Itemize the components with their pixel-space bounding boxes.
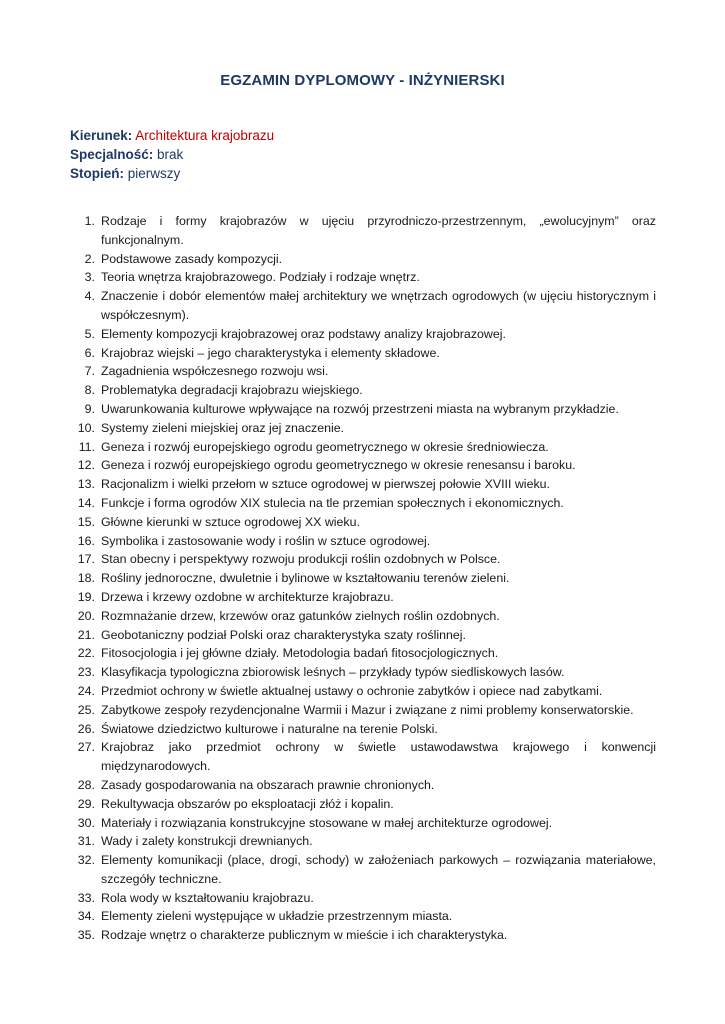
question-text: Przedmiot ochrony w świetle aktualnej ustawy o ochronie zabytków i opiece nad zabytkami.	[101, 683, 603, 698]
question-item	[70, 588, 656, 607]
question-number: 26.	[77, 721, 95, 736]
question-text: Rekultywacja obszarów po eksploatacji złóż i kopalin.	[101, 796, 394, 811]
kierunek-row	[70, 126, 274, 145]
stopien-label: Stopień:	[70, 166, 124, 181]
question-item	[70, 532, 656, 551]
question-text: Elementy kompozycji krajobrazowej oraz podstawy analizy krajobrazowej.	[101, 326, 506, 341]
question-text: Krajobraz wiejski – jego charakterystyka i elementy składowe.	[101, 345, 440, 360]
question-text: Rodzaje wnętrz o charakterze publicznym w mieście i ich charakterystyka.	[101, 928, 508, 943]
question-item	[70, 513, 656, 532]
exam-metadata	[70, 126, 274, 183]
question-text: Problematyka degradacji krajobrazu wiejskiego.	[101, 383, 363, 398]
question-item	[70, 268, 656, 287]
question-item	[70, 607, 656, 626]
question-number: 12.	[77, 458, 95, 473]
question-text: Wady i zalety konstrukcji drewnianych.	[101, 834, 313, 849]
question-number: 6.	[84, 345, 95, 360]
question-text: Krajobraz jako przedmiot ochrony w świetle ustawodawstwa krajowego i konwencji międzynarodowych.	[101, 740, 656, 774]
question-text: Drzewa i krzewy ozdobne w architekturze krajobrazu.	[101, 589, 394, 604]
question-number: 16.	[77, 533, 95, 548]
question-number: 7.	[84, 364, 95, 379]
question-number: 34.	[77, 909, 95, 924]
question-number: 18.	[77, 571, 95, 586]
question-text: Światowe dziedzictwo kulturowe i naturalne na terenie Polski.	[101, 721, 438, 736]
question-item	[70, 663, 656, 682]
question-number: 28.	[77, 777, 95, 792]
question-item	[70, 795, 656, 814]
question-number: 25.	[77, 702, 95, 717]
specjalnosc-row	[70, 145, 274, 164]
question-item	[70, 738, 656, 776]
question-item	[70, 907, 656, 926]
question-number: 20.	[77, 608, 95, 623]
question-number: 30.	[77, 815, 95, 830]
question-item	[70, 438, 656, 457]
question-number: 3.	[84, 270, 95, 285]
question-item	[70, 550, 656, 569]
question-item	[70, 494, 656, 513]
specjalnosc-value: brak	[157, 147, 184, 162]
question-item	[70, 851, 656, 889]
question-number: 2.	[84, 251, 95, 266]
question-text: Fitosocjologia i jej główne działy. Metodologia badań fitosocjologicznych.	[101, 646, 499, 661]
question-number: 27.	[77, 740, 95, 755]
question-text: Stan obecny i perspektywy rozwoju produkcji roślin ozdobnych w Polsce.	[101, 552, 501, 567]
question-item	[70, 926, 656, 945]
question-item	[70, 682, 656, 701]
question-number: 19.	[77, 589, 95, 604]
question-number: 24.	[77, 683, 95, 698]
question-text: Racjonalizm i wielki przełom w sztuce ogrodowej w pierwszej połowie XVIII wieku.	[101, 477, 550, 492]
question-text: Teoria wnętrza krajobrazowego. Podziały i rodzaje wnętrz.	[101, 270, 420, 285]
question-item	[70, 832, 656, 851]
question-text: Główne kierunki w sztuce ogrodowej XX wieku.	[101, 514, 360, 529]
question-item	[70, 456, 656, 475]
question-text: Znaczenie i dobór elementów małej architektury we wnętrzach ogrodowych (w ujęciu historycznym i współczesnym).	[101, 289, 656, 322]
question-text: Funkcje i forma ogrodów XIX stulecia na tle przemian społecznych i ekonomicznych.	[101, 495, 564, 510]
question-text: Podstawowe zasady kompozycji.	[101, 251, 283, 266]
question-number: 32.	[77, 853, 95, 868]
question-text: Uwarunkowania kulturowe wpływające na rozwój przestrzeni miasta na wybranym przykładzie.	[101, 401, 619, 416]
question-text: Rozmnażanie drzew, krzewów oraz gatunków zielnych roślin ozdobnych.	[101, 608, 500, 623]
question-text: Rodzaje i formy krajobrazów w ujęciu przyrodniczo-przestrzennym, „ewolucyjnym” oraz funkcjonalnym.	[101, 214, 656, 247]
question-item	[70, 419, 656, 438]
question-item	[70, 250, 656, 269]
question-number: 15.	[77, 514, 95, 529]
question-text: Elementy komunikacji (place, drogi, schody) w założeniach parkowych – rozwiązania materiałowe, szczegóły techniczne.	[101, 853, 656, 886]
question-number: 23.	[77, 665, 95, 680]
question-item	[70, 381, 656, 400]
question-item	[70, 569, 656, 588]
question-text: Symbolika i zastosowanie wody i roślin w sztuce ogrodowej.	[101, 533, 431, 548]
question-text: Rola wody w kształtowaniu krajobrazu.	[101, 890, 314, 905]
question-item	[70, 776, 656, 795]
question-number: 11.	[78, 439, 95, 454]
question-text: Zagadnienia współczesnego rozwoju wsi.	[101, 364, 329, 379]
question-item	[70, 362, 656, 381]
stopien-row	[70, 164, 274, 183]
question-item	[70, 720, 656, 739]
question-number: 9.	[84, 401, 95, 416]
question-text: Systemy zieleni miejskiej oraz jej znaczenie.	[101, 420, 345, 435]
question-text: Zabytkowe zespoły rezydencjonalne Warmii i Mazur i związane z nimi problemy konserwatorskie.	[101, 702, 634, 717]
question-number: 31.	[77, 834, 95, 849]
question-number: 5.	[84, 326, 95, 341]
question-number: 13.	[77, 477, 95, 492]
question-text: Geneza i rozwój europejskiego ogrodu geometrycznego w okresie średniowiecza.	[101, 439, 549, 454]
question-item	[70, 814, 656, 833]
question-list	[70, 212, 656, 945]
question-number: 8.	[84, 383, 95, 398]
kierunek-label: Kierunek:	[70, 128, 133, 143]
question-number: 4.	[84, 289, 95, 304]
question-number: 21.	[77, 627, 95, 642]
question-text: Geneza i rozwój europejskiego ogrodu geometrycznego w okresie renesansu i baroku.	[101, 458, 576, 473]
question-item	[70, 212, 656, 250]
stopien-value: pierwszy	[127, 166, 181, 181]
question-number: 35.	[77, 928, 95, 943]
question-number: 1.	[84, 214, 95, 228]
question-item	[70, 287, 656, 325]
question-number: 17.	[77, 552, 95, 567]
question-text: Materiały i rozwiązania konstrukcyjne stosowane w małej architekturze ogrodowej.	[101, 815, 553, 830]
question-text: Zasady gospodarowania na obszarach prawnie chronionych.	[101, 777, 435, 792]
question-item	[70, 400, 656, 419]
question-item	[70, 701, 656, 720]
document-title: EGZAMIN DYPLOMOWY - INŻYNIERSKI	[220, 72, 505, 89]
question-number: 29.	[77, 796, 95, 811]
question-number: 22.	[77, 646, 95, 661]
question-text: Klasyfikacja typologiczna zbiorowisk leśnych – przykłady typów siedliskowych lasów.	[101, 665, 565, 680]
question-item	[70, 889, 656, 908]
question-number: 14.	[77, 495, 95, 510]
question-text: Elementy zieleni występujące w układzie przestrzennym miasta.	[101, 909, 453, 924]
question-item	[70, 626, 656, 645]
question-item	[70, 325, 656, 344]
question-text: Geobotaniczny podział Polski oraz charakterystyka szaty roślinnej.	[101, 627, 467, 642]
question-item	[70, 475, 656, 494]
question-item	[70, 644, 656, 663]
question-text: Rośliny jednoroczne, dwuletnie i bylinowe w kształtowaniu terenów zieleni.	[101, 571, 510, 586]
question-number: 33.	[77, 890, 95, 905]
specjalnosc-label: Specjalność:	[70, 147, 154, 162]
kierunek-value: Architektura krajobrazu	[135, 128, 275, 143]
question-item	[70, 344, 656, 363]
question-number: 10.	[77, 420, 95, 435]
